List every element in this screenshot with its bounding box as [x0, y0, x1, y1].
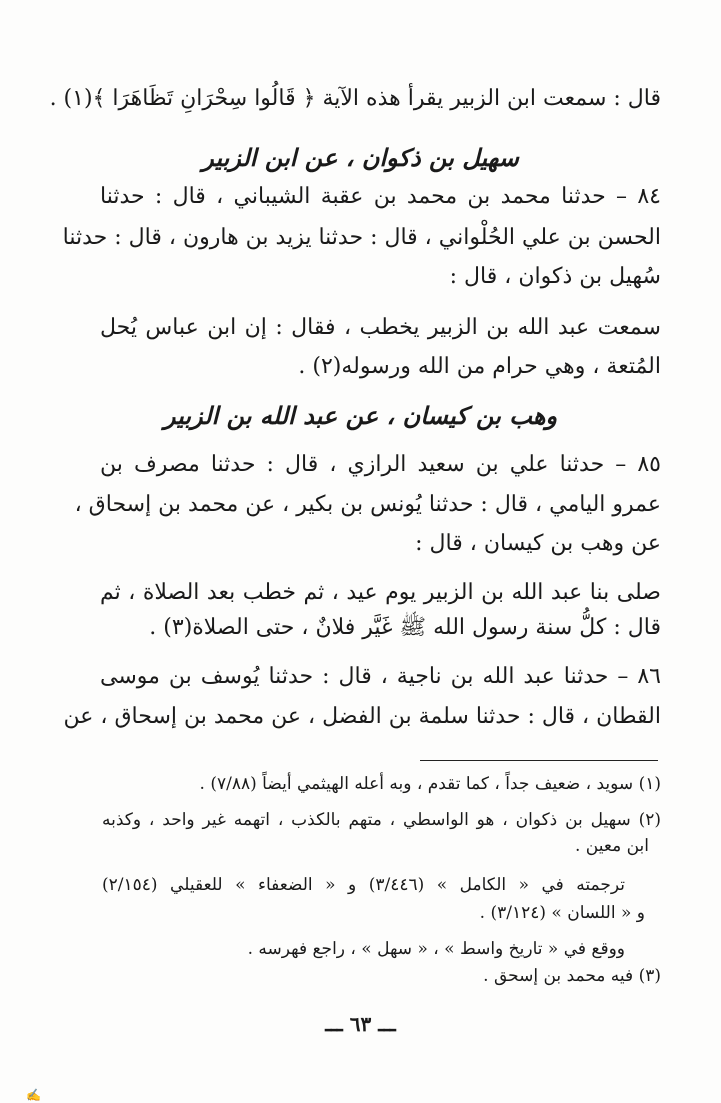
hadith-86-line-1: ٨٦ – حدثنا عبد الله بن ناجية ، قال : حدثنا يُوسف بن موسى — [100, 664, 661, 689]
footnote-separator — [420, 760, 658, 761]
footnote-2-line-3: ترجمته في « الكامل » (٣/٤٤٦) و « الضعفاء » للعقيلي (٢/١٥٤) — [102, 875, 625, 895]
footnote-3: (٣) فيه محمد بن إسحق . — [483, 966, 661, 986]
footnote-2-line-2: ابن معين . — [575, 836, 649, 856]
footnote-2-line-5: ووقع في « تاريخ واسط » ، « سهل » ، راجع فهرسه . — [247, 939, 625, 959]
footnote-2-line-4: و « اللسان » (٣/١٢٤) . — [479, 903, 645, 923]
hadith-85-matn-line-2: قال : كلُّ سنة رسول الله ﷺ غَيَّر فلانٌ ، حتى الصلاة(٣) . — [149, 615, 661, 640]
hadith-85-matn-line-1: صلى بنا عبد الله بن الزبير يوم عيد ، ثم خطب بعد الصلاة ، ثم — [100, 580, 661, 605]
hadith-84-line-1: ٨٤ – حدثنا محمد بن محمد بن عقبة الشيباني ، قال : حدثنا — [100, 184, 661, 209]
hadith-84-matn-line-2: المُتعة ، وهي حرام من الله ورسوله(٢) . — [298, 354, 661, 379]
section-heading-wahb: وهب بن كيسان ، عن عبد الله بن الزبير — [163, 401, 558, 430]
hadith-84-line-2: الحسن بن علي الحُلْواني ، قال : حدثنا يزيد بن هارون ، قال : حدثنا — [62, 225, 661, 250]
footnote-1: (١) سويد ، ضعيف جداً ، كما تقدم ، وبه أعله الهيثمي أيضاً (٧/٨٨) . — [199, 774, 661, 794]
section-heading-suhayl: سهيل بن ذكوان ، عن ابن الزبير — [202, 143, 519, 172]
hadith-86-line-2: القطان ، قال : حدثنا سلمة بن الفضل ، عن محمد بن إسحاق ، عن — [63, 704, 661, 729]
footnote-2-line-1: (٢) سهيل بن ذكوان ، هو الواسطي ، متهم بالكذب ، اتهمه غير واحد ، وكذبه — [102, 810, 661, 830]
hadith-85-line-3: عن وهب بن كيسان ، قال : — [415, 531, 661, 556]
hadith-85-line-2: عمرو اليامي ، قال : حدثنا يُونس بن بكير ، عن محمد بن إسحاق ، — [74, 492, 661, 517]
corner-mark-glyph: ✍ — [26, 1088, 41, 1102]
hadith-85-line-1: ٨٥ – حدثنا علي بن سعيد الرازي ، قال : حدثنا مصرف بن — [100, 452, 661, 477]
page-number: ـــ ٦٣ ـــ — [325, 1012, 396, 1036]
text-line-quote: قال : سمعت ابن الزبير يقرأ هذه الآية ﴿ قَالُوا سِحْرَانِ تَظَاهَرَا ﴾(١) . — [49, 86, 661, 111]
hadith-84-line-3: سُهيل بن ذكوان ، قال : — [449, 264, 661, 289]
hadith-84-matn-line-1: سمعت عبد الله بن الزبير يخطب ، فقال : إن ابن عباس يُحل — [100, 315, 661, 340]
